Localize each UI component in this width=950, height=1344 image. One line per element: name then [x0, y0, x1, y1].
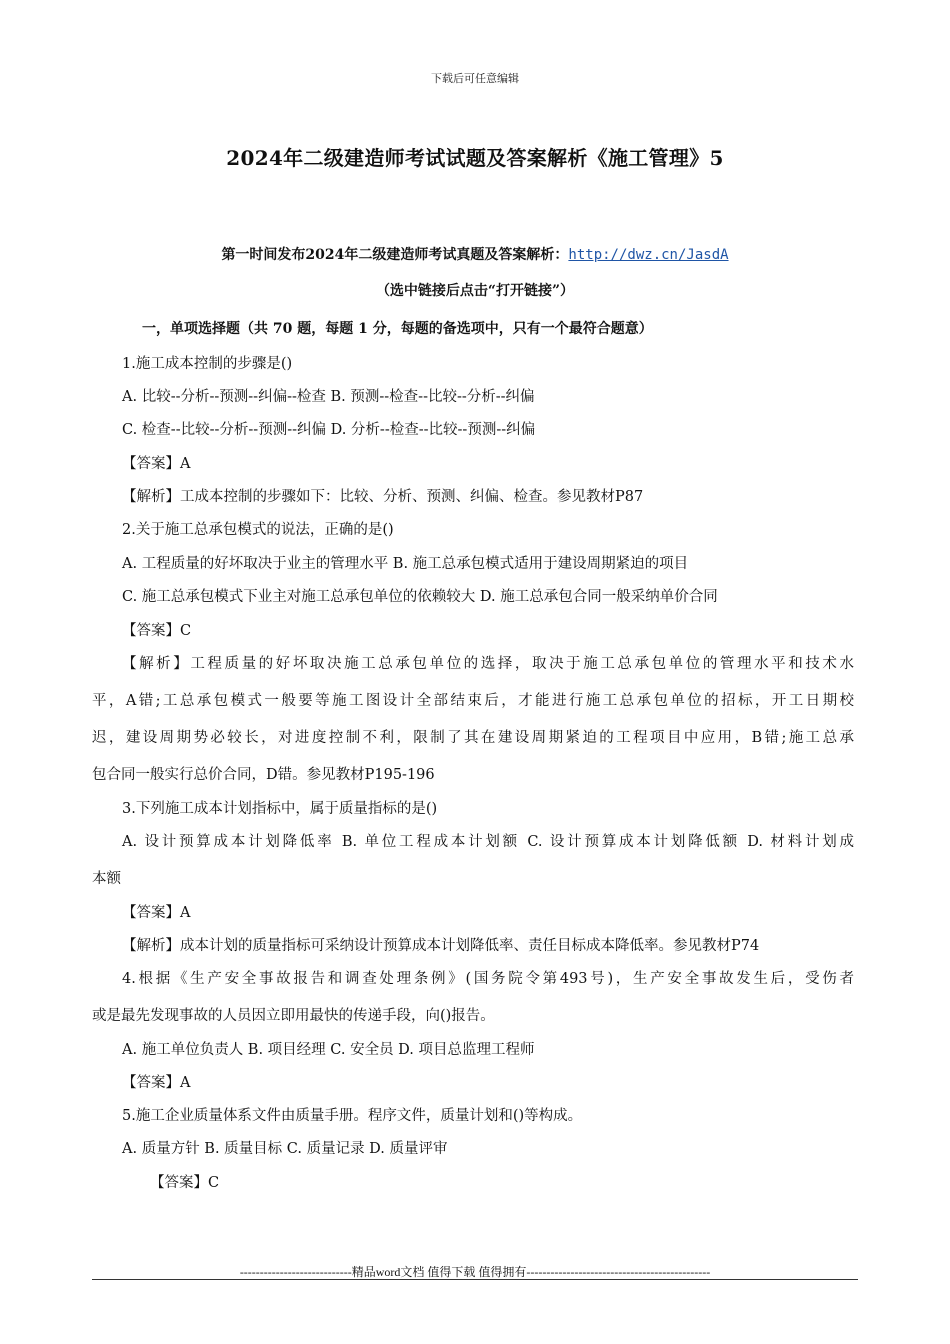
q2-analysis-line-3: 迟，建设周期势必较长，对进度控制不利，限制了其在建设周期紧迫的工程项目中应用，B错;施工总承	[92, 730, 854, 746]
q4-options: A. 施工单位负责人 B. 项目经理 C. 安全员 D. 项目总监理工程师	[122, 1042, 535, 1058]
footer-rule	[92, 1279, 858, 1280]
q5-answer: 【答案】C	[150, 1175, 220, 1191]
q2-analysis-line-1: 【解析】工程质量的好坏取决施工总承包单位的选择，取决于施工总承包单位的管理水平和技术水	[122, 656, 854, 672]
q2-answer: 【答案】C	[122, 623, 192, 639]
q2-options-ab: A. 工程质量的好坏取决于业主的管理水平 B. 施工总承包模式适用于建设周期紧迫的项目	[122, 556, 689, 572]
q2-analysis-line-4: 包合同一般实行总价合同，D错。参见教材P195-196	[92, 767, 435, 783]
footer-text: ----------------------------精品word文档 值得下载 值得拥有----------------------------------------------	[239, 1265, 711, 1279]
section-heading: 一，单项选择题（共 70 题，每题 1 分，每题的备选项中，只有一个最符合题意）	[142, 321, 653, 337]
q3-analysis: 【解析】成本计划的质量指标可采纳设计预算成本计划降低率、责任目标成本降低率。参见教材P74	[122, 938, 760, 954]
q2-options-cd: C. 施工总承包模式下业主对施工总承包单位的依赖较大 D. 施工总承包合同一般采纳单价合同	[122, 589, 718, 605]
q3-stem: 3.下列施工成本计划指标中，属于质量指标的是()	[122, 801, 438, 817]
q4-answer: 【答案】A	[122, 1075, 191, 1091]
q3-options-line-2: 本额	[92, 871, 121, 887]
notice-text: 第一时间发布2024年二级建造师考试真题及答案解析：	[221, 247, 569, 263]
link-hint: （选中链接后点击“打开链接”）	[375, 283, 575, 299]
q1-stem: 1.施工成本控制的步骤是()	[122, 356, 293, 372]
notice-link[interactable]: http://dwz.cn/JasdA	[568, 247, 729, 263]
document-title: 2024年二级建造师考试试题及答案解析《施工管理》5	[226, 146, 724, 170]
header-note: 下载后可任意编辑	[431, 72, 519, 85]
q5-stem: 5.施工企业质量体系文件由质量手册。程序文件，质量计划和()等构成。	[122, 1108, 583, 1124]
q3-answer: 【答案】A	[122, 905, 191, 921]
q2-stem: 2.关于施工总承包模式的说法，正确的是()	[122, 522, 394, 538]
download-notice	[0, 244, 950, 264]
q5-options: A. 质量方针 B. 质量目标 C. 质量记录 D. 质量评审	[122, 1141, 448, 1157]
q1-analysis: 【解析】工成本控制的步骤如下：比较、分析、预测、纠偏、检查。参见教材P87	[122, 489, 644, 505]
q1-options-cd: C. 检查--比较--分析--预测--纠偏 D. 分析--检查--比较--预测--纠偏	[122, 422, 536, 438]
q3-options-line-1: A. 设计预算成本计划降低率 B. 单位工程成本计划额 C. 设计预算成本计划降低额 D. 材料计划成	[122, 834, 854, 850]
q4-stem-line-1: 4.根据《生产安全事故报告和调查处理条例》(国务院令第493号)，生产安全事故发生后，受伤者	[122, 971, 854, 987]
q2-analysis-line-2: 平，A错;工总承包模式一般要等施工图设计全部结束后，才能进行施工总承包单位的招标，开工日期校	[92, 693, 854, 709]
q1-options-ab: A. 比较--分析--预测--纠偏--检查 B. 预测--检查--比较--分析--纠偏	[122, 389, 535, 405]
q1-answer: 【答案】A	[122, 456, 191, 472]
q4-stem-line-2: 或是最先发现事故的人员因立即用最快的传递手段，向()报告。	[92, 1008, 495, 1024]
